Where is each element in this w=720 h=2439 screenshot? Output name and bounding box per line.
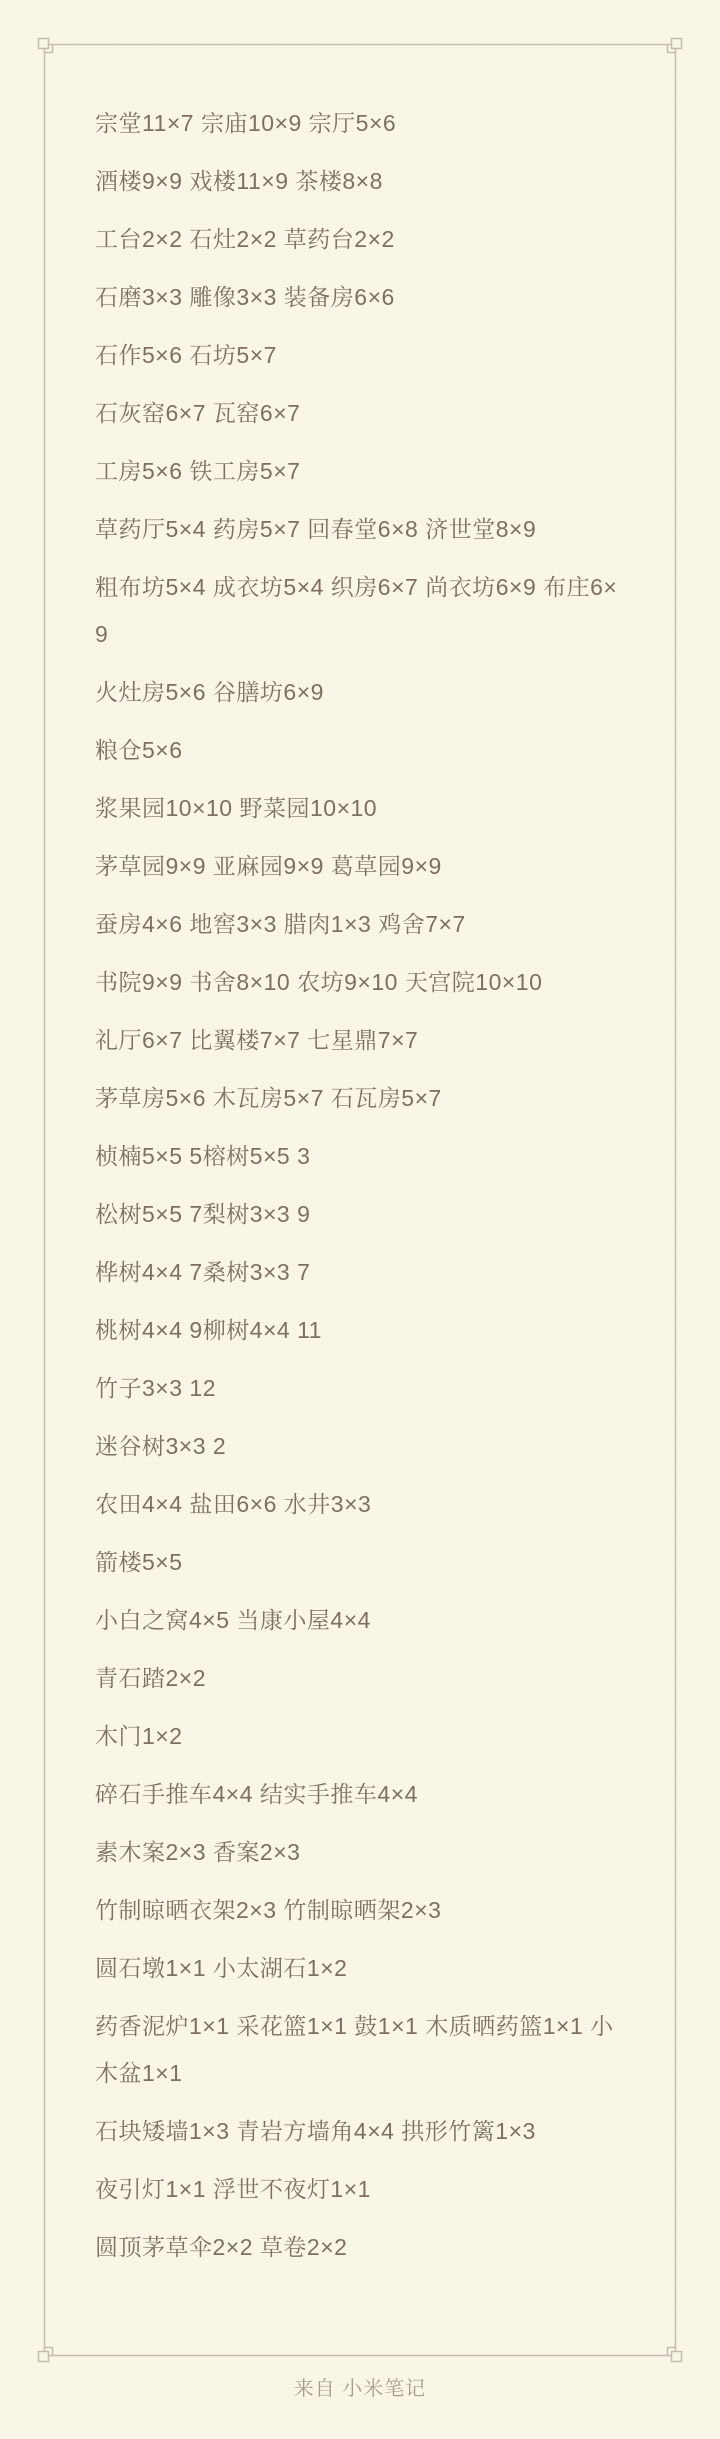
- note-line: 桃树4×4 9柳树4×4 11: [95, 1317, 322, 1343]
- note-line: 石块矮墙1×3 青岩方墙角4×4 拱形竹篱1×3: [95, 2118, 536, 2144]
- note-line: 书院9×9 书舍8×10 农坊9×10 天宫院10×10: [95, 969, 543, 995]
- note-line: 竹制晾晒衣架2×3 竹制晾晒架2×3: [95, 1897, 442, 1923]
- note-body: [95, 100, 629, 2282]
- corner-knob-bottom-left: [39, 2352, 49, 2362]
- note-line: 粗布坊5×4 成衣坊5×4 织房6×7 尚衣坊6×9 布庄6×9: [95, 574, 618, 647]
- note-line: 草药厅5×4 药房5×7 回春堂6×8 济世堂8×9: [95, 516, 537, 542]
- note-line: 素木案2×3 香案2×3: [95, 1839, 301, 1865]
- note-line: 小白之窝4×5 当康小屋4×4: [95, 1607, 371, 1633]
- note-line: 石灰窑6×7 瓦窑6×7: [95, 400, 301, 426]
- note-line: 浆果园10×10 野菜园10×10: [95, 795, 378, 821]
- note-line: 茅草园9×9 亚麻园9×9 葛草园9×9: [95, 853, 442, 879]
- note-line: 宗堂11×7 宗庙10×9 宗厅5×6: [95, 110, 397, 136]
- note-line: 桦树4×4 7桑树3×3 7: [95, 1259, 311, 1285]
- note-line: 工房5×6 铁工房5×7: [95, 458, 301, 484]
- note-line: 圆石墩1×1 小太湖石1×2: [95, 1955, 348, 1981]
- corner-knob-bottom-right: [672, 2352, 682, 2362]
- note-line: 粮仓5×6: [95, 737, 183, 763]
- note-line: 夜引灯1×1 浮世不夜灯1×1: [95, 2176, 371, 2202]
- note-line: 茅草房5×6 木瓦房5×7 石瓦房5×7: [95, 1085, 442, 1111]
- note-line: 迷谷树3×3 2: [95, 1433, 227, 1459]
- note-line: 火灶房5×6 谷膳坊6×9: [95, 679, 324, 705]
- note-line: 礼厅6×7 比翼楼7×7 七星鼎7×7: [95, 1027, 419, 1053]
- corner-knob-top-left: [39, 39, 49, 49]
- note-line: 松树5×5 7梨树3×3 9: [95, 1201, 311, 1227]
- note-line: 箭楼5×5: [95, 1549, 183, 1575]
- footer-attribution: 来自 小米笔记: [293, 2378, 427, 2400]
- note-line: 酒楼9×9 戏楼11×9 茶楼8×8: [95, 168, 383, 194]
- note-line: 蚕房4×6 地窖3×3 腊肉1×3 鸡舍7×7: [95, 911, 466, 937]
- note-line: 竹子3×3 12: [95, 1375, 216, 1401]
- note-line: 桢楠5×5 5榕树5×5 3: [95, 1143, 311, 1169]
- note-line: 农田4×4 盐田6×6 水井3×3: [95, 1491, 372, 1517]
- note-line: 石作5×6 石坊5×7: [95, 342, 277, 368]
- corner-knob-top-right: [672, 39, 682, 49]
- note-line: 圆顶茅草伞2×2 草卷2×2: [95, 2234, 348, 2260]
- note-line: 青石踏2×2: [95, 1665, 207, 1691]
- note-line: 碎石手推车4×4 结实手推车4×4: [95, 1781, 418, 1807]
- note-line: 药香泥炉1×1 采花篮1×1 鼓1×1 木质晒药篮1×1 小木盆1×1: [95, 2013, 614, 2086]
- note-line: 石磨3×3 雕像3×3 装备房6×6: [95, 284, 395, 310]
- note-line: 工台2×2 石灶2×2 草药台2×2: [95, 226, 395, 252]
- note-line: 木门1×2: [95, 1723, 183, 1749]
